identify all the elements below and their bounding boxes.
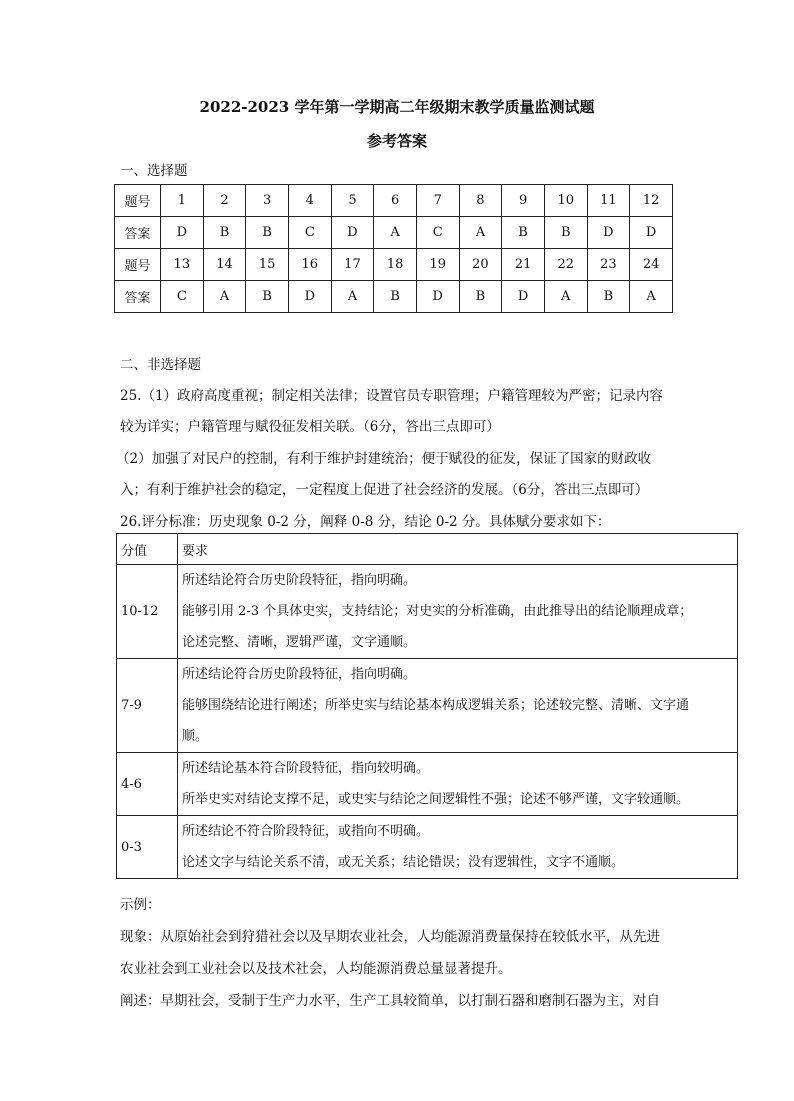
question-number-cell: 20 [459,249,502,281]
question-number-cell: 22 [544,249,587,281]
rubric-row [117,659,738,753]
answer-cell: B [246,217,289,249]
q25-line-1: 25.（1）政府高度重视；制定相关法律；设置官员专职管理；户籍管理较为严密；记录内容 [120,388,664,404]
question-number-cell: 9 [502,185,545,217]
choice-row-q-1 [115,185,673,217]
choice-row-a-1 [115,217,673,249]
example-line-2: 农业社会到工业社会以及技术社会，人均能源消费总量显著提升。 [120,961,512,977]
rubric-requirement-line: 所述结论不符合阶段特征，或指向不明确。 [182,824,430,839]
question-number-cell: 13 [161,249,204,281]
answer-cell: D [630,217,673,249]
answer-cell: A [331,281,374,313]
rubric-requirement-line: 所述结论符合历史阶段特征，指向明确。 [182,667,417,682]
choice-row-a-2 [115,281,673,313]
question-number-cell: 21 [502,249,545,281]
rubric-requirement [178,565,738,659]
answer-cell: C [416,217,459,249]
rubric-row [117,565,738,659]
q25-line-3: （2）加强了对民户的控制，有利于维护封建统治；便于赋役的征发，保证了国家的财政收 [116,451,652,467]
rubric-requirement-line: 顺。 [182,729,209,744]
section2-heading: 二、非选择题 [120,357,201,373]
answer-cell: D [502,281,545,313]
rubric-requirement-line: 能够围绕结论进行阐述；所举史实与结论基本构成逻辑关系；论述较完整、清晰、文字通 [182,698,690,713]
question-number-cell: 23 [587,249,630,281]
answer-cell: A [374,217,417,249]
section1-heading: 一、选择题 [120,163,188,179]
rubric-requirement-line: 所举史实对结论支撑不足，或史实与结论之间逻辑性不强；论述不够严谨，文字较通顺。 [182,792,690,807]
rubric-requirement-line: 论述文字与结论关系不清，或无关系；结论错误；没有逻辑性，文字不通顺。 [182,855,625,870]
question-number-cell: 14 [203,249,246,281]
rubric-table [116,533,738,879]
question-number-cell: 15 [246,249,289,281]
q25-line-4: 入；有利于维护社会的稳定，一定程度上促进了社会经济的发展。（6分，答出三点即可） [120,482,649,498]
example-line-3: 阐述：早期社会，受制于生产力水平，生产工具较简单，以打制石器和磨制石器为主，对自 [120,993,660,1009]
question-number-cell: 18 [374,249,417,281]
question-number-cell: 7 [416,185,459,217]
answer-cell: B [544,217,587,249]
answer-cell: D [288,281,331,313]
answer-cell: B [246,281,289,313]
page-title: 2022-2023 学年第一学期高二年级期末教学质量监测试题 [199,98,595,116]
rubric-header-requirement: 要求 [178,534,738,565]
choice-answer-table [114,184,673,313]
rubric-requirement [178,659,738,753]
answer-cell: B [203,217,246,249]
question-number-cell: 1 [161,185,204,217]
rubric-score: 4-6 [117,753,178,816]
question-number-cell: 24 [630,249,673,281]
question-number-cell: 10 [544,185,587,217]
rubric-requirement-line: 所述结论基本符合阶段特征，指向较明确。 [182,761,430,776]
rubric-header-score: 分值 [117,534,178,565]
question-number-cell: 5 [331,185,374,217]
question-number-cell: 17 [331,249,374,281]
answer-label: 答案 [115,281,161,313]
question-number-cell: 4 [288,185,331,217]
question-number-cell: 6 [374,185,417,217]
rubric-score: 10-12 [117,565,178,659]
question-number-label: 题号 [115,249,161,281]
answer-label: 答案 [115,217,161,249]
q26-intro: 26.评分标准：历史现象 0-2 分，阐释 0-8 分，结论 0-2 分。具体赋分要求如下： [120,514,611,530]
answer-cell: D [416,281,459,313]
question-number-cell: 3 [246,185,289,217]
question-number-cell: 16 [288,249,331,281]
answer-cell: B [374,281,417,313]
rubric-row [117,753,738,816]
question-number-cell: 12 [630,185,673,217]
answer-cell: B [459,281,502,313]
answer-cell: A [544,281,587,313]
question-number-cell: 11 [587,185,630,217]
example-line-1: 现象：从原始社会到狩猎社会以及早期农业社会，人均能源消费量保持在较低水平，从先进 [120,929,660,945]
q25-line-2: 较为详实；户籍管理与赋役征发相关联。（6分，答出三点即可） [120,419,500,435]
rubric-requirement-line: 能够引用 2-3 个具体史实，支持结论；对史实的分析准确，由此推导出的结论顺理成章； [182,604,693,619]
answer-cell: A [630,281,673,313]
rubric-row [117,816,738,879]
choice-row-q-2 [115,249,673,281]
question-number-label: 题号 [115,185,161,217]
question-number-cell: 2 [203,185,246,217]
answer-cell: B [502,217,545,249]
answer-cell: D [331,217,374,249]
question-number-cell: 19 [416,249,459,281]
rubric-header-row [117,534,738,565]
rubric-requirement-line: 所述结论符合历史阶段特征，指向明确。 [182,573,417,588]
rubric-requirement [178,816,738,879]
answer-cell: D [161,217,204,249]
answer-cell: A [459,217,502,249]
answer-cell: A [203,281,246,313]
answer-cell: C [288,217,331,249]
answer-cell: C [161,281,204,313]
rubric-requirement [178,753,738,816]
page-subtitle: 参考答案 [366,132,427,150]
rubric-score: 7-9 [117,659,178,753]
answer-cell: D [587,217,630,249]
question-number-cell: 8 [459,185,502,217]
rubric-score: 0-3 [117,816,178,879]
rubric-requirement-line: 论述完整、清晰，逻辑严谨，文字通顺。 [182,635,417,650]
answer-cell: B [587,281,630,313]
example-label: 示例： [120,897,161,913]
